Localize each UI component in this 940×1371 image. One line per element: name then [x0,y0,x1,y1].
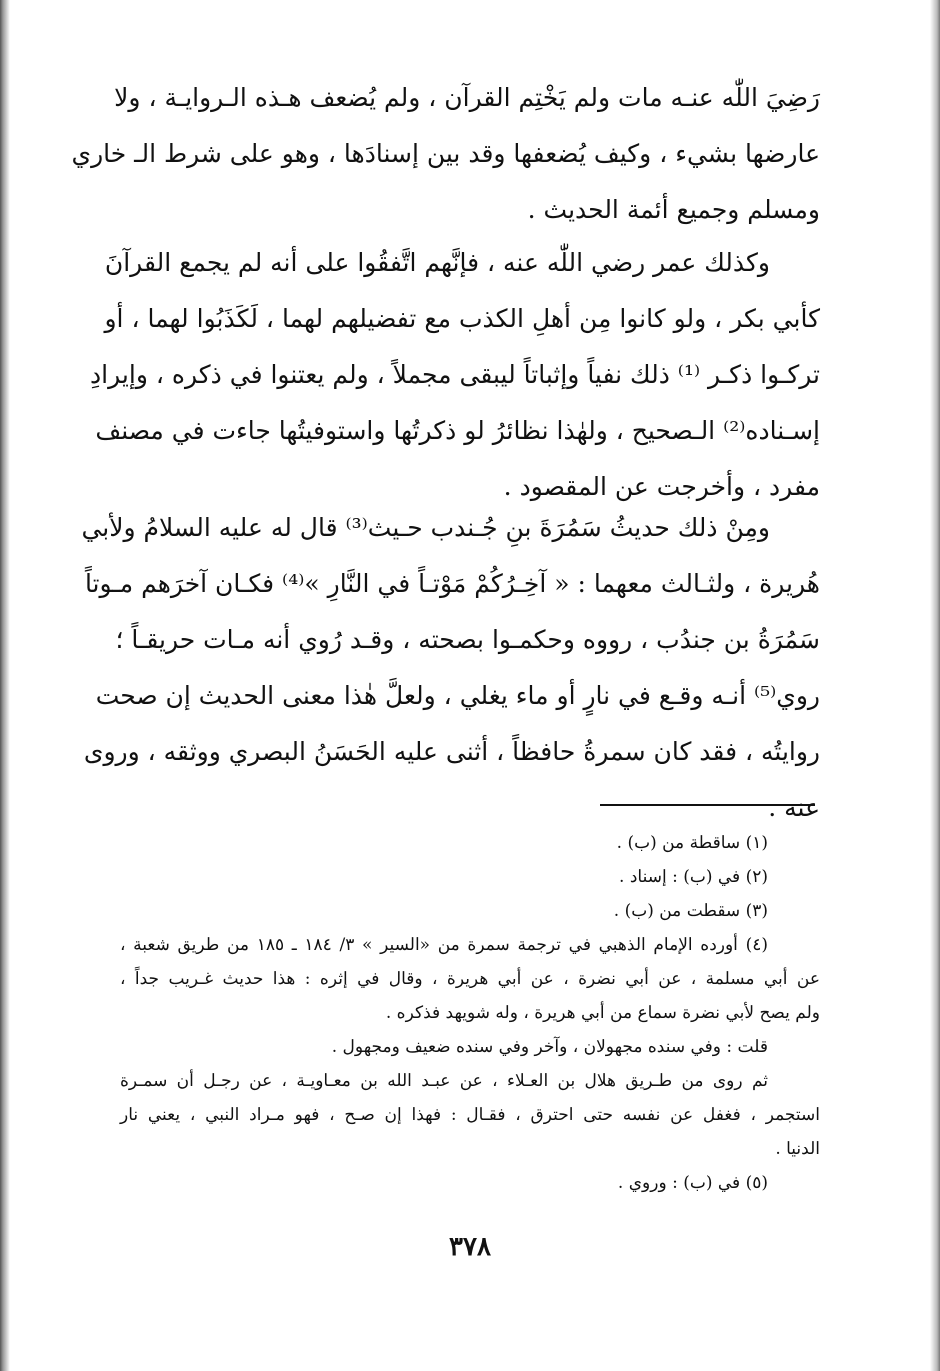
text-line: تركـوا ذكـر ⁽¹⁾ ذلك نفياً وإثباتاً ليبقى مجملاً ، ولم يعتنوا في ذكره ، وإيرادِ [90,360,820,389]
footnote-line: (٢) في (ب) : إسناد . [619,867,768,887]
footnote-line: عن أبي مسلمة ، عن أبي نضرة ، عن أبي هريرة ، وقال في إثره : هذا حديث غـريب جداً ، [120,969,820,989]
text-line: مفرد ، وأخرجت عن المقصود . [503,472,820,501]
footnote-separator [600,804,815,806]
text-line: إسـناده⁽²⁾ الـصحيح ، ولهٰذا نظائرُ لو ذكرتُها واستوفيتُها جاءت في مصنف [95,416,820,445]
footnotes [120,826,820,1200]
footnote-line: قلت : وفي سنده مجهولان ، وآخر وفي سنده ضعيف ومجهول . [331,1037,768,1057]
footnote-line: (٣) سقطت من (ب) . [613,901,768,921]
paragraph-2 [90,235,820,515]
text-line: عنه . [768,793,820,822]
footnote-line: ثم روى من طـريق هلال بن العـلاء ، عن عبـد الله بن معـاويـة ، عن رجـل أن سمـرة [120,1071,768,1091]
text-line: روي⁽⁵⁾ أنـه وقـع في نارٍ أو ماء يغلي ، ولعلَّ هٰذا معنى الحديث إن صحت [95,681,820,710]
paragraph-1 [71,70,820,238]
text-line: روايتُه ، فقد كان سمرةُ حافظاً ، أثنى عليه الحَسَنُ البصري ووثقه ، وروى [83,737,820,766]
footnote-line: ولم يصح لأبي نضرة سماع من أبي هريرة ، وله شويهد فذكره . [385,1003,820,1023]
footnote-line: (٤) أورده الإمام الذهبي في ترجمة سمرة من «السير » ٣/ ١٨٤ ـ ١٨٥ من طريق شعبة ، [120,935,768,955]
text-line: عارضها بشيء ، وكيف يُضعفها وقد بين إسنادَها ، وهو على شرط الـ خاري [71,139,820,168]
text-line: سَمُرَةُ بن جندُب ، رووه وحكمـوا بصحته ، وقـد رُوي أنه مـات حريقـاً ؛ [115,625,820,654]
text-line: كأبي بكر ، ولو كانوا مِن أهلِ الكذب مع تفضيلهم لهما ، لَكَذَبُوا لهما ، أو [104,304,820,333]
text-line: ومِنْ ذلك حديثُ سَمُرَةَ بنِ جُـندب حـيث⁽³⁾ قال له عليه السلامُ ولأبي [81,513,770,542]
footnote-line: (٥) في (ب) : وروي . [617,1173,768,1193]
text-line: رَضِيَ اللّٰه عنـه مات ولم يَخْتِم القرآن ، ولم يُضعف هـذه الـروايـة ، ولا [114,83,820,112]
footnote-line: الدنيا . [775,1139,820,1159]
text-line: ومسلم وجميع أئمة الحديث . [527,195,820,224]
footnote-line: (١) ساقطة من (ب) . [616,833,768,853]
page-number: ٣٧٨ [449,1232,491,1262]
footnote-line: استجمر ، فغفل عن نفسه حتى احترق ، فقـال : فهذا إن صـح ، فهو مـراد النبي ، يعني نار [120,1105,820,1125]
text-line: هُريرة ، ولثـالث معهما : « آخِـرُكُمْ مَوْتـاً في النَّارِ »⁽⁴⁾ فكـان آخرَهم مـوتاً [84,569,820,598]
text-line: وكذلك عمر رضي اللّٰه عنه ، فإنَّهم اتَّفقُوا على أنه لم يجمع القرآنَ [104,248,770,277]
paragraph-3 [81,500,820,836]
